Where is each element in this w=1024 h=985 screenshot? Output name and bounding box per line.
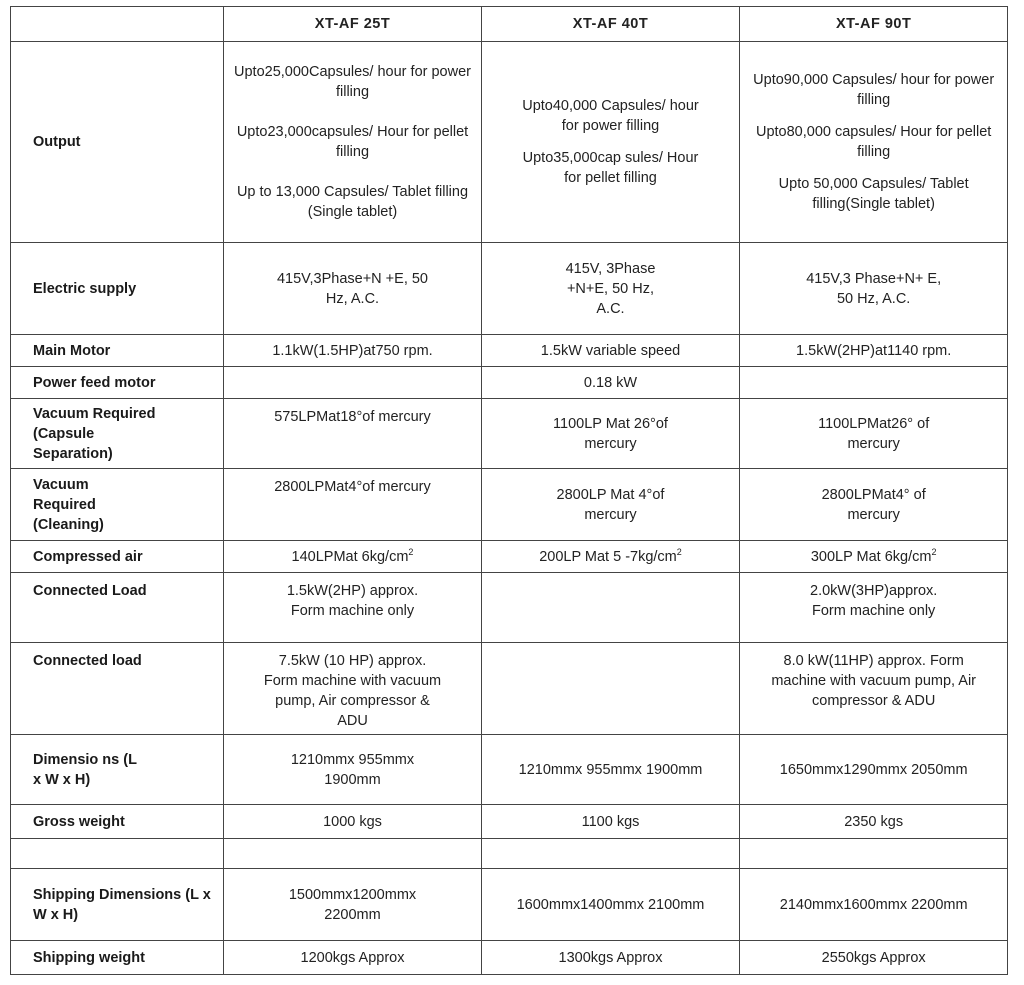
main-motor-25t: 1.1kW(1.5HP)at750 rpm. <box>224 335 482 367</box>
row-main-motor <box>11 335 1008 367</box>
header-40t: XT-AF 40T <box>482 7 740 42</box>
comp-air-25t-text: 140LPMat 6kg/cm <box>291 548 409 565</box>
ship-dim-90t: 2140mmx1600mmx 2200mm <box>740 869 1008 941</box>
comp-air-25t <box>224 541 482 573</box>
row-connected-load-1 <box>11 573 1008 643</box>
ship-dim-40t: 1600mmx1400mmx 2100mm <box>482 869 740 941</box>
output-25t-pellet: Upto23,000capsules/ Hour for pellet filling <box>236 124 469 160</box>
row-vacuum-cleaning <box>11 469 1008 541</box>
vacuum-clean-90t: 2800LPMat4° of mercury <box>740 469 1008 541</box>
output-90t-tablet: Upto 50,000 Capsules/ Tablet filling(Single tablet) <box>778 176 969 212</box>
comp-air-40t-text: 200LP Mat 5 -7kg/cm <box>539 548 677 565</box>
label-connected-load-1: Connected Load <box>11 573 224 643</box>
electric-90t: 415V,3 Phase+N+ E, 50 Hz, A.C. <box>740 243 1008 335</box>
main-motor-90t: 1.5kW(2HP)at1140 rpm. <box>740 335 1008 367</box>
electric-25t: 415V,3Phase+N +E, 50 Hz, A.C. <box>224 243 482 335</box>
dimensions-90t: 1650mmx1290mmx 2050mm <box>740 735 1008 805</box>
vacuum-sep-25t: 575LPMat18°of mercury <box>224 399 482 469</box>
spec-table-wrapper <box>10 6 1008 975</box>
spec-table <box>10 6 1008 975</box>
conn-load2-40t <box>482 643 740 735</box>
label-power-feed-motor: Power feed motor <box>11 367 224 399</box>
row-shipping-dimensions <box>11 869 1008 941</box>
dimensions-25t: 1210mmx 955mmx 1900mm <box>224 735 482 805</box>
label-vacuum-separation: Vacuum Required (Capsule Separation) <box>11 399 224 469</box>
dimensions-40t: 1210mmx 955mmx 1900mm <box>482 735 740 805</box>
power-feed-25t <box>224 367 482 399</box>
gross-25t: 1000 kgs <box>224 805 482 839</box>
output-25t <box>224 42 482 243</box>
vacuum-sep-40t: 1100LP Mat 26°of mercury <box>482 399 740 469</box>
output-40t-pellet: Upto35,000cap sules/ Hour for pellet filling <box>522 150 699 186</box>
ship-dim-25t: 1500mmx1200mmx 2200mm <box>224 869 482 941</box>
row-electric-supply <box>11 243 1008 335</box>
row-power-feed-motor <box>11 367 1008 399</box>
vacuum-clean-25t: 2800LPMat4°of mercury <box>224 469 482 541</box>
header-blank <box>11 7 224 42</box>
output-90t-pellet: Upto80,000 capsules/ Hour for pellet filling <box>755 124 992 160</box>
label-dimensions: Dimensio ns (L x W x H) <box>11 735 224 805</box>
output-40t-power: Upto40,000 Capsules/ hour for power filling <box>522 98 699 134</box>
label-electric-supply: Electric supply <box>11 243 224 335</box>
label-shipping-weight: Shipping weight <box>11 941 224 975</box>
row-compressed-air <box>11 541 1008 573</box>
comp-air-40t <box>482 541 740 573</box>
comp-air-90t-sup: 2 <box>931 546 937 557</box>
label-vacuum-cleaning: Vacuum Required (Cleaning) <box>11 469 224 541</box>
comp-air-25t-sup: 2 <box>408 546 414 557</box>
output-40t <box>482 42 740 243</box>
row-dimensions <box>11 735 1008 805</box>
ship-wt-25t: 1200kgs Approx <box>224 941 482 975</box>
conn-load2-25t: 7.5kW (10 HP) approx. Form machine with vacuum pump, Air compressor & ADU <box>224 643 482 735</box>
comp-air-90t-text: 300LP Mat 6kg/cm <box>810 548 932 565</box>
output-25t-power: Upto25,000Capsules/ hour for power filling <box>234 64 471 100</box>
label-connected-load-2: Connected load <box>11 643 224 735</box>
comp-air-40t-sup: 2 <box>676 546 682 557</box>
vacuum-sep-90t: 1100LPMat26° of mercury <box>740 399 1008 469</box>
power-feed-90t <box>740 367 1008 399</box>
row-output <box>11 42 1008 243</box>
row-connected-load-2 <box>11 643 1008 735</box>
empty-cell-1 <box>224 839 482 869</box>
label-shipping-dimensions: Shipping Dimensions (L x W x H) <box>11 869 224 941</box>
header-row <box>11 7 1008 42</box>
gross-40t: 1100 kgs <box>482 805 740 839</box>
conn-load1-90t: 2.0kW(3HP)approx. Form machine only <box>740 573 1008 643</box>
ship-wt-90t: 2550kgs Approx <box>740 941 1008 975</box>
conn-load1-25t: 1.5kW(2HP) approx. Form machine only <box>224 573 482 643</box>
empty-cell-3 <box>740 839 1008 869</box>
conn-load1-40t <box>482 573 740 643</box>
row-vacuum-separation <box>11 399 1008 469</box>
output-90t-power: Upto90,000 Capsules/ hour for power filling <box>753 72 995 108</box>
empty-cell-2 <box>482 839 740 869</box>
row-gross-weight <box>11 805 1008 839</box>
label-output: Output <box>11 42 224 243</box>
label-compressed-air: Compressed air <box>11 541 224 573</box>
vacuum-clean-40t: 2800LP Mat 4°of mercury <box>482 469 740 541</box>
power-feed-40t: 0.18 kW <box>482 367 740 399</box>
main-motor-40t: 1.5kW variable speed <box>482 335 740 367</box>
output-25t-tablet: Up to 13,000 Capsules/ Tablet filling (Single tablet) <box>236 184 469 220</box>
label-gross-weight: Gross weight <box>11 805 224 839</box>
header-90t: XT-AF 90T <box>740 7 1008 42</box>
conn-load2-90t: 8.0 kW(11HP) approx. Form machine with vacuum pump, Air compressor & ADU <box>740 643 1008 735</box>
gross-90t: 2350 kgs <box>740 805 1008 839</box>
electric-40t: 415V, 3Phase +N+E, 50 Hz, A.C. <box>482 243 740 335</box>
comp-air-90t <box>740 541 1008 573</box>
ship-wt-40t: 1300kgs Approx <box>482 941 740 975</box>
empty-cell-0 <box>11 839 224 869</box>
row-empty <box>11 839 1008 869</box>
header-25t: XT-AF 25T <box>224 7 482 42</box>
output-90t <box>740 42 1008 243</box>
row-shipping-weight <box>11 941 1008 975</box>
label-main-motor: Main Motor <box>11 335 224 367</box>
